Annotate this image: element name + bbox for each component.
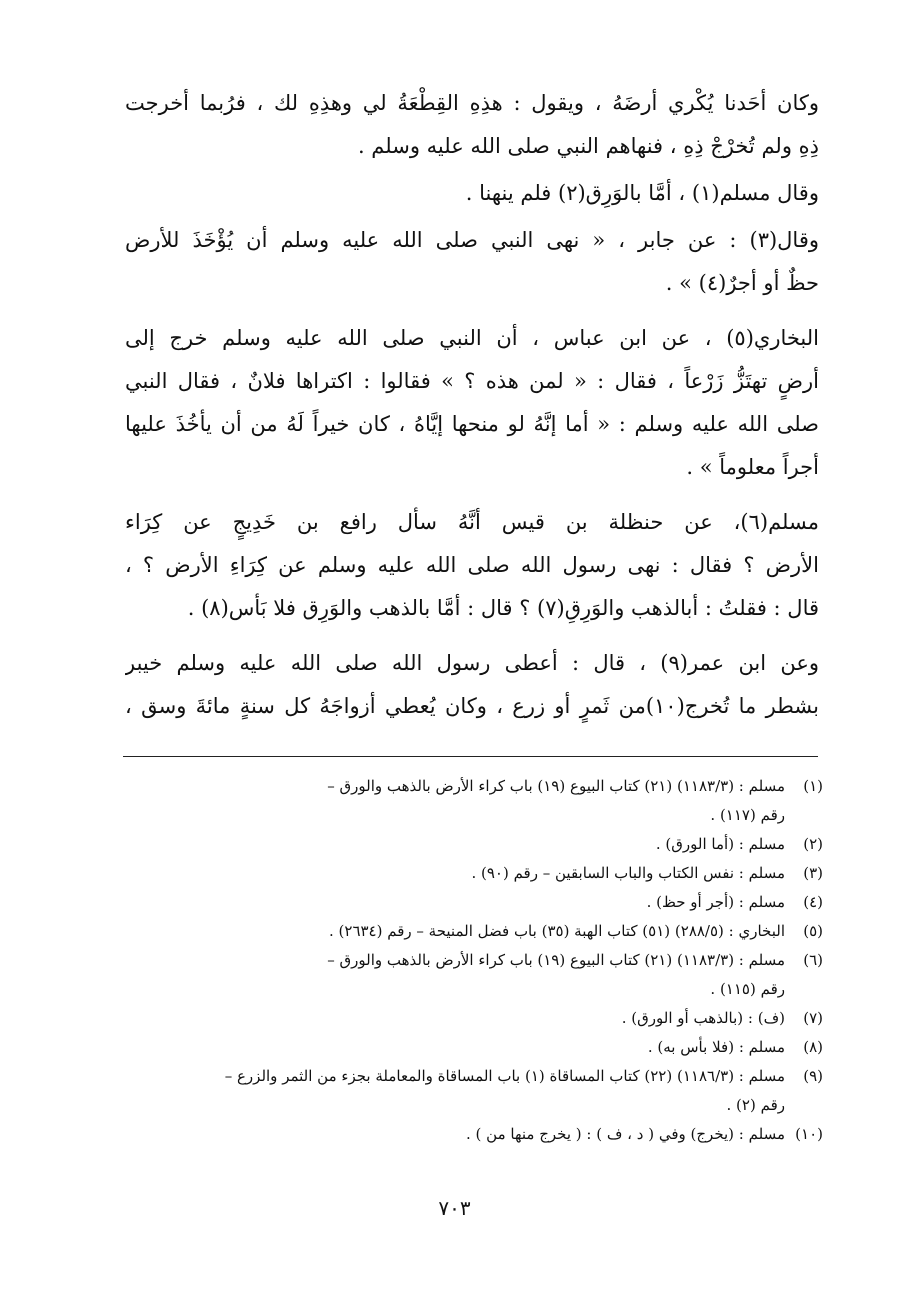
footnote-2 bbox=[123, 830, 823, 859]
footnote-text: مسلم : (١١٨٣/٣) (٢١) كتاب البيوع (١٩) باب كراء الأرض بالذهب والورق – bbox=[327, 777, 785, 795]
text-line: وعن ابن عمر(٩) ، قال : أعطى رسول الله صلى الله عليه وسلم خيبر bbox=[125, 651, 819, 675]
paragraph-2 bbox=[125, 172, 819, 215]
footnote-number: (١) bbox=[803, 777, 823, 795]
text-line: أجراً معلوماً » . bbox=[686, 455, 819, 479]
text-line: صلى الله عليه وسلم : « أما إنَّهُ لو منحها إيَّاهُ ، كان خيراً لَهُ من أن يأخُذَ عليها bbox=[125, 412, 819, 436]
footnote-5 bbox=[123, 917, 823, 946]
page-number: ٧٠٣ bbox=[438, 1196, 471, 1220]
footnote-text: مسلم : (١١٨٦/٣) (٢٢) كتاب المساقاة (١) باب المساقاة والمعاملة بجزء من الثمر والزرع – bbox=[224, 1067, 785, 1085]
text-line: وكان أحَدنا يُكْري أرضَهُ ، ويقول : هذِهِ القِطْعَةُ لي وهذِهِ لك ، فرُبما أخرجت bbox=[125, 91, 819, 115]
text-line: البخاري(٥) ، عن ابن عباس ، أن النبي صلى الله عليه وسلم خرج إلى bbox=[125, 326, 819, 350]
footnote-text: مسلم : (أجر أو حظ) . bbox=[646, 893, 785, 911]
text-line: مسلم(٦)، عن حنظلة بن قيس أنَّهُ سأل رافع بن خَدِيجٍ عن كِرَاء bbox=[125, 510, 819, 534]
footnote-3 bbox=[123, 859, 823, 888]
text-line: وقال مسلم(١) ، أمَّا بالوَرِق(٢) فلم ينهنا . bbox=[465, 181, 819, 205]
footnote-number: (٢) bbox=[803, 835, 823, 853]
footnote-text: البخاري : (٢٨٨/٥) (٥١) كتاب الهبة (٣٥) باب فضل المنيحة – رقم (٢٦٣٤) . bbox=[329, 922, 785, 940]
text-line: وقال(٣) : عن جابر ، « نهى النبي صلى الله عليه وسلم أن يُؤْخَذَ للأرض bbox=[125, 228, 819, 252]
footnote-number: (٦) bbox=[803, 951, 823, 969]
text-line: حظٌ أو أجرٌ(٤) » . bbox=[665, 271, 819, 295]
footnote-number: (٥) bbox=[803, 922, 823, 940]
footnote-number: (٧) bbox=[803, 1009, 823, 1027]
footnote-number: (٩) bbox=[803, 1067, 823, 1085]
footnote-text: مسلم : (١١٨٣/٣) (٢١) كتاب البيوع (١٩) باب كراء الأرض بالذهب والورق – bbox=[327, 951, 785, 969]
footnote-9 bbox=[123, 1062, 823, 1120]
footnote-number: (٤) bbox=[803, 893, 823, 911]
footnote-text: مسلم : نفس الكتاب والباب السابقين – رقم (٩٠) . bbox=[471, 864, 785, 882]
footnote-text: رقم (٢) . bbox=[726, 1096, 785, 1114]
footnote-4 bbox=[123, 888, 823, 917]
footnote-text: مسلم : (يخرج) وفي ( د ، ف ) : ( يخرج منها من ) . bbox=[466, 1125, 785, 1143]
paragraph-1 bbox=[125, 82, 819, 168]
paragraph-4 bbox=[125, 317, 819, 489]
main-text bbox=[125, 82, 819, 728]
footnote-text: رقم (١١٥) . bbox=[710, 980, 785, 998]
paragraph-5 bbox=[125, 501, 819, 630]
text-line: ذِهِ ولم تُخرْجْ ذِهِ ، فنهاهم النبي صلى الله عليه وسلم . bbox=[357, 134, 819, 158]
footnote-text: (ف) : (بالذهب أو الورق) . bbox=[621, 1009, 785, 1027]
footnote-text: مسلم : (أما الورق) . bbox=[655, 835, 785, 853]
footnote-text: مسلم : (فلا بأس به) . bbox=[647, 1038, 785, 1056]
footnote-number: (١٠) bbox=[795, 1125, 823, 1143]
footnote-divider bbox=[123, 756, 818, 757]
paragraph-3 bbox=[125, 219, 819, 305]
text-line: الأرض ؟ فقال : نهى رسول الله صلى الله عليه وسلم عن كِرَاءِ الأرض ؟ ، bbox=[125, 553, 819, 577]
footnotes bbox=[123, 772, 823, 1149]
text-line: قال : فقلتُ : أبالذهب والوَرِقِ(٧) ؟ قال : أمَّا بالذهب والوَرِق فلا بَأس(٨) . bbox=[187, 596, 819, 620]
footnote-number: (٨) bbox=[803, 1038, 823, 1056]
footnote-8 bbox=[123, 1033, 823, 1062]
text-line: أرضٍ تهتَزُّ زَرْعاً ، فقال : « لمن هذه ؟ » فقالوا : اكتراها فلانٌ ، فقال النبي bbox=[125, 369, 819, 393]
footnote-number: (٣) bbox=[803, 864, 823, 882]
text-line: بشطر ما تُخرج(١٠)من ثَمرٍ أو زرع ، وكان يُعطي أزواجَهُ كل سنةٍ مائةَ وسق ، bbox=[125, 694, 819, 718]
footnote-10 bbox=[123, 1120, 823, 1149]
paragraph-6 bbox=[125, 642, 819, 728]
footnote-7 bbox=[123, 1004, 823, 1033]
footnote-1 bbox=[123, 772, 823, 830]
footnote-text: رقم (١١٧) . bbox=[710, 806, 785, 824]
footnote-6 bbox=[123, 946, 823, 1004]
